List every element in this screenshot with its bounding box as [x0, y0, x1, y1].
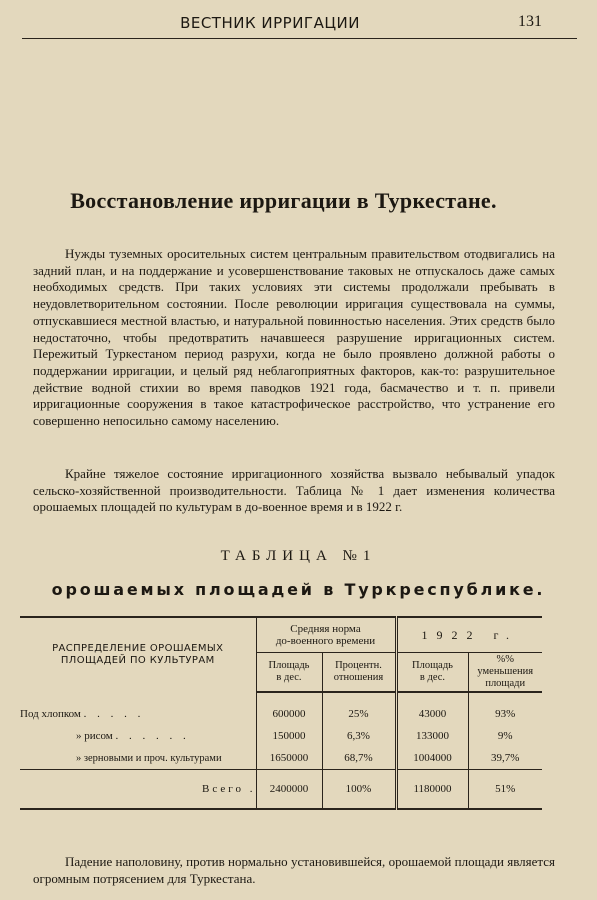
irrigation-table [20, 616, 542, 810]
column-header-1922-area: Площадь в дес. [396, 653, 468, 693]
page-header [0, 10, 597, 38]
page-number: 131 [518, 13, 542, 30]
table-total-row: Всего . 2400000 100% 1180000 51% [20, 770, 542, 810]
column-header-decrease: %% уменьшения площади [468, 653, 542, 693]
header-rule [22, 38, 577, 39]
table-caption: ТАБЛИЦА №1 [220, 548, 377, 564]
table-subtitle: орошаемых площадей в Туркреспублике. [51, 580, 546, 599]
running-title: ВЕСТНИК ИРРИГАЦИИ [180, 14, 360, 32]
paragraph-1: Нужды туземных оросительных систем центральным правительством отодвигались на задний план, и на поддержание и усовершенствование таковых не отпускалось даже самых необходимых средств. При таких условиях эти системы продолжали пребывать в неудовлетворительном состоянии. После революции ирригация существовала на суммы, отпускавшиеся местной властью, и натуральной повинностью населения. Этих средств было недостаточно, чтобы предотвратить начавшееся разрушение ирригационных систем. Пережитый Туркестаном период разрухи, когда не было проявлено должной работы о поддержании ирригации, и целый ряд неблагоприятных факторов, как-то: разрушительное действие водной стихии во время паводков 1921 года, басмачество и т. п. привели ирригационные сооружения в такое катастрофическое расстройство, что устранение его совершенно непосильно самому населению. [33, 246, 555, 429]
table-row: Под хлопком . . . . . 600000 25% 43000 93% [20, 692, 542, 725]
article-title: Восстановление ирригации в Туркестане. [70, 188, 497, 213]
column-header-prewar-pct: Процентн. отношения [322, 653, 396, 693]
column-group-1922: 1922 г. [396, 617, 542, 653]
paragraph-2: Крайне тяжелое состояние ирригационного хозяйства вызвало небывалый упадок сельско-хозяйственной производительности. Таблица № 1 дает изменения количества орошаемых площадей по культурам в до-военное время и в 1922 г. [33, 466, 555, 515]
column-group-prewar: Средняя норма до-военного времени [256, 617, 396, 653]
table-row: » рисом . . . . . . 150000 6,3% 133000 9% [20, 725, 542, 747]
paragraph-3: Падение наполовину, против нормально установившейся, орошаемой площади является огромным потрясением для Туркестана. [33, 854, 555, 886]
column-header-prewar-area: Площадь в дес. [256, 653, 322, 693]
column-header-distribution: РАСПРЕДЕЛЕНИЕ ОРОШАЕМЫХ ПЛОЩАДЕЙ ПО КУЛЬТУРАМ [20, 617, 256, 692]
table-row: » зерновыми и проч. культурами 1650000 68,7% 1004000 39,7% [20, 747, 542, 770]
